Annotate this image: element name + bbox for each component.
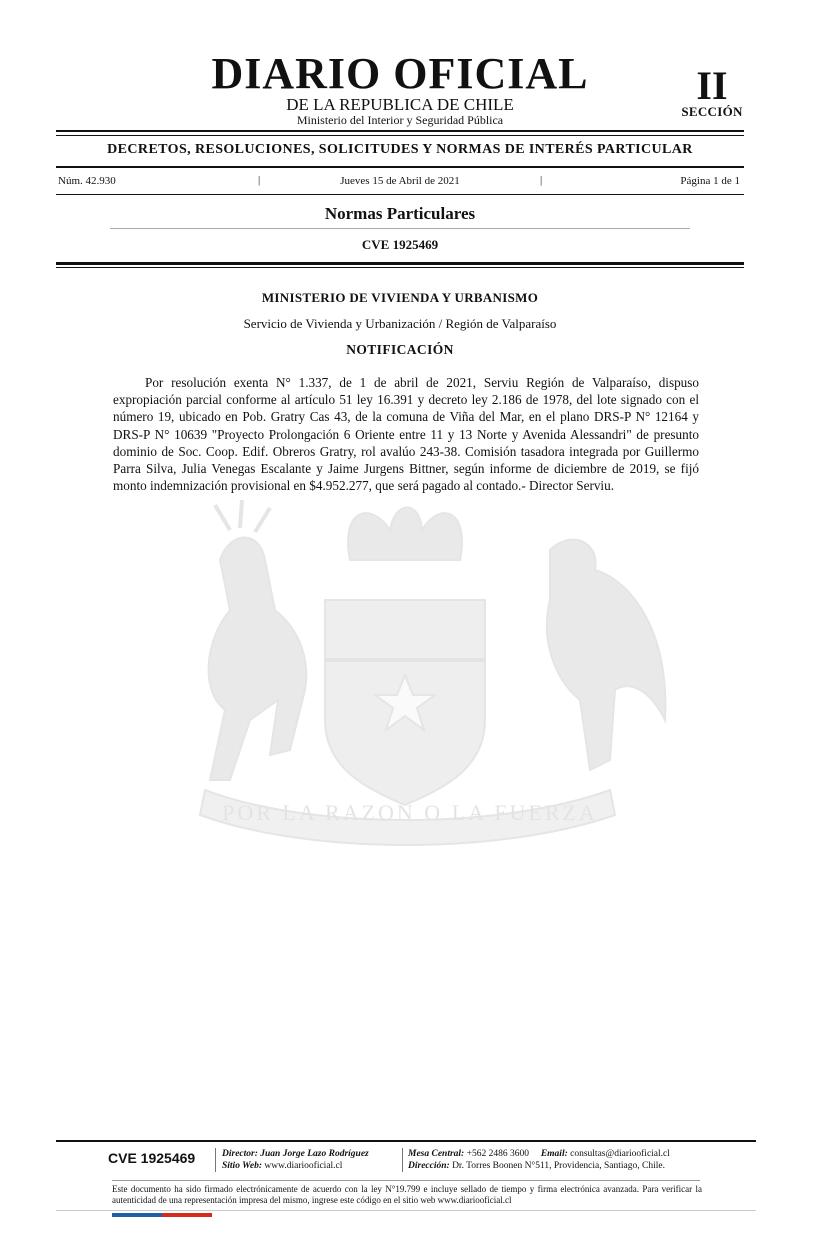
document-body: Por resolución exenta N° 1.337, de 1 de abril de 2021, Serviu Región de Valparaíso, dispuso expropiación parcial conforme al artículo 51 ley 16.391 y decreto ley 2.186 de 1978, del lote signado con el número 19, ubicado en Pob. Gratry Cas 43, de la comuna de Viña del Mar, en el plano DRS-P N° 12164 y DRS-P N° 10639 "Proyecto Prolongación 6 Oriente entre 11 y 13 Norte y Avenida Alessandri" de presunto dominio de Soc. Coop. Edif. Obreros Gratry, rol avalúo 243-38. Comisión tasadora integrada por Guillermo Parra Silva, Julia Venegas Escalante y Jaime Jurgens Bittner, según informe de diciembre de 2019, se fijó monto indemnización provisional en $4.952.277, que será pagado al contado.- Director Serviu.	[113, 375, 699, 494]
issue-date: Jueves 15 de Abril de 2021	[340, 175, 460, 187]
footer-separator	[215, 1148, 216, 1172]
phone-label: Mesa Central:	[408, 1149, 465, 1159]
director-name: Juan Jorge Lazo Rodríguez	[260, 1149, 369, 1159]
document-ministry: MINISTERIO DE VIVIENDA Y URBANISMO	[261, 290, 539, 305]
footer-legal-text: Este documento ha sido firmado electrónicamente de acuerdo con la ley N°19.799 e incluye sellado de tiempo y firma electrónica avanzada. Para verificar la autenticidad de una representación impresa del mismo, ingrese este código en el sitio web www.diariooficial.cl	[112, 1184, 702, 1205]
coat-of-arms-icon	[110, 490, 700, 860]
footer-divider	[56, 1210, 756, 1211]
document-heading: NOTIFICACIÓN	[346, 342, 454, 357]
section-heading: DECRETOS, RESOLUCIONES, SOLICITUDES Y NORMAS DE INTERÉS PARTICULAR	[107, 142, 693, 157]
divider	[56, 267, 744, 268]
page-number: Página 1 de 1	[680, 175, 740, 187]
footer-divider	[56, 1140, 756, 1142]
info-separator: |	[540, 174, 543, 186]
address-label: Dirección:	[408, 1161, 450, 1171]
address-value: Dr. Torres Boonen N°511, Providencia, Santiago, Chile.	[452, 1161, 665, 1171]
web-label: Sitio Web:	[222, 1161, 263, 1171]
norms-title: Normas Particulares	[324, 204, 476, 223]
web-link[interactable]: www.diariooficial.cl	[264, 1161, 343, 1171]
email-link[interactable]: consultas@diariooficial.cl	[570, 1149, 670, 1159]
footer-director-block	[222, 1148, 400, 1172]
flag-bar-blue	[112, 1213, 162, 1217]
phone-value: +562 2486 3600	[466, 1149, 529, 1159]
director-label: Director:	[222, 1149, 258, 1159]
footer-separator	[402, 1148, 403, 1172]
divider	[110, 228, 690, 229]
section-number: II	[696, 63, 728, 108]
email-label: Email:	[540, 1149, 568, 1159]
issue-number: Núm. 42.930	[58, 175, 116, 187]
divider	[56, 166, 744, 168]
divider	[56, 262, 744, 265]
cve-code: CVE 1925469	[361, 237, 439, 252]
footer-cve: CVE 1925469	[108, 1150, 196, 1166]
masthead-ministry: Ministerio del Interior y Seguridad Pública	[296, 113, 504, 127]
document-service: Servicio de Vivienda y Urbanización / Región de Valparaíso	[243, 316, 557, 331]
info-separator: |	[258, 174, 261, 186]
footer-contact-block	[408, 1148, 704, 1172]
divider	[56, 135, 744, 136]
motto-text: POR LA RAZON O LA FUERZA	[222, 800, 598, 825]
footer-divider	[112, 1180, 700, 1181]
section-label: SECCIÓN	[681, 104, 743, 119]
divider	[56, 130, 744, 132]
masthead-title: DIARIO OFICIAL	[211, 49, 589, 98]
masthead-subtitle: DE LA REPUBLICA DE CHILE	[286, 95, 514, 114]
flag-bar-red	[162, 1213, 212, 1217]
divider	[56, 194, 744, 195]
